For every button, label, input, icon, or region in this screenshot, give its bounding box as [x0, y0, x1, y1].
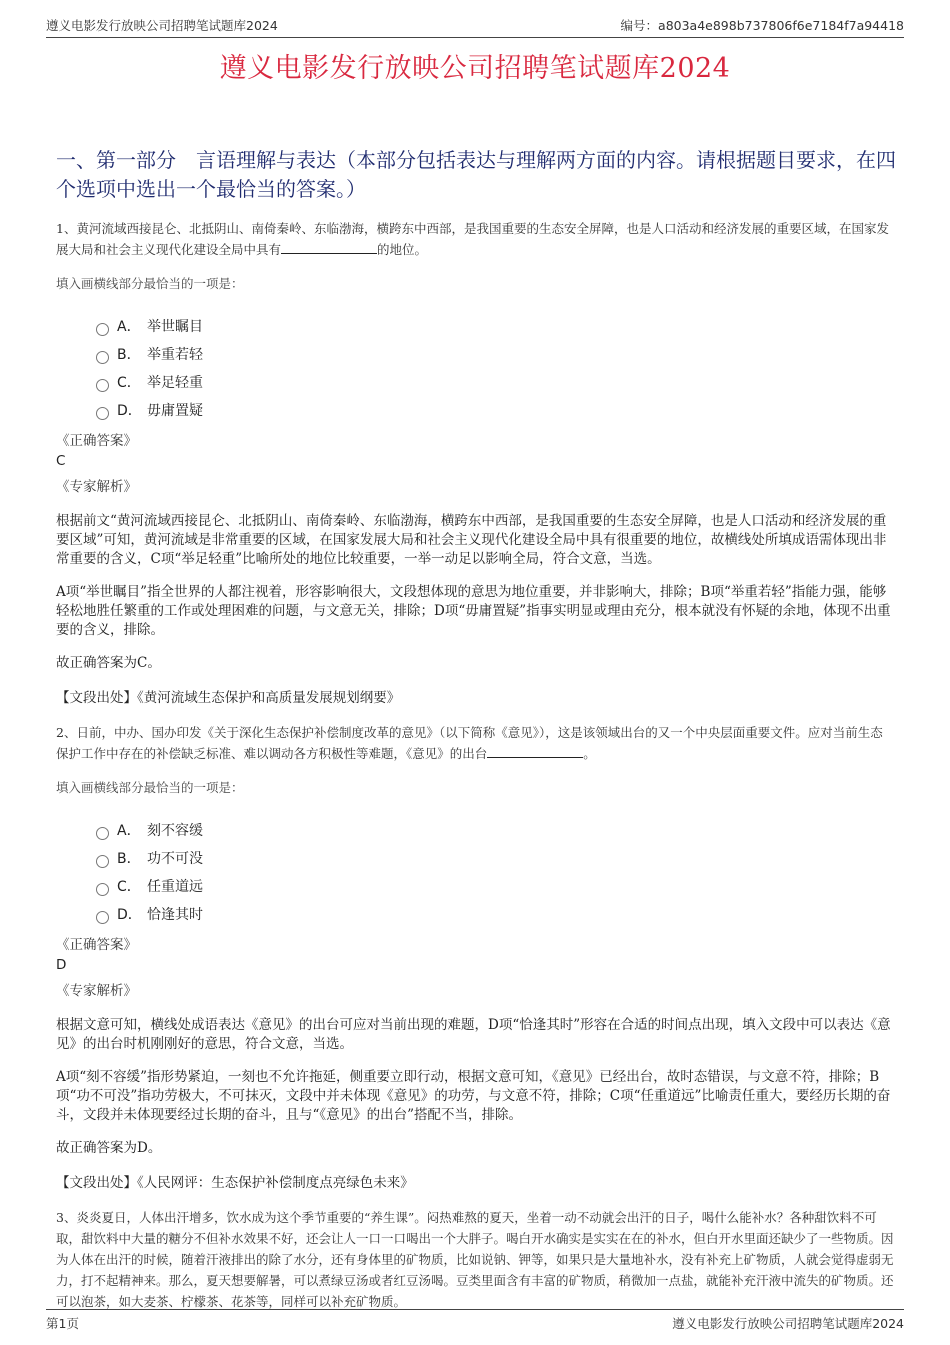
answer-blank [281, 242, 377, 254]
question-stem [56, 722, 894, 764]
option-text: 毋庸置疑 [147, 403, 203, 419]
option-list [96, 312, 894, 424]
question-stem: 3、炎炎夏日，人体出汗增多，饮水成为这个季节重要的“养生课”。闷热难熬的夏天，坐着一动不动就会出汗的日子，喝什么能补水？各种甜饮料不可取，甜饮料中大量的糖分不但补水效果不好，还会让人一口一口喝出一个大胖子。喝白开水确实是实实在在的补水，但白开水里面还缺少了一些物质。因为人体在出汗的时候，随着汗液排出的除了水分，还有身体里的矿物质，比如说钠、钾等，如果只是大量地补水，没有补充上矿物质，人就会觉得虚弱无力，打不起精神来。那么，夏天想要解暑，可以煮绿豆汤或者红豆汤喝。豆类里面含有丰富的矿物质，稍微加一点盐，就能补充汗液中流失的矿物质。还可以泡茶，如大麦茶、柠檬茶、花茶等，同样可以补充矿物质。 [56, 1210, 894, 1309]
answer-value: C [56, 453, 66, 469]
source-citation: 【文段出处】《人民网评：生态保护补偿制度点亮绿色未来》 [56, 1175, 414, 1191]
header-doc-id: 编号：a803a4e898b737806f6e7184f7a94418 [620, 18, 904, 33]
question-stem-tail: 的地位。 [377, 242, 428, 257]
analysis-conclusion: 故正确答案为D。 [56, 1140, 162, 1156]
option-c[interactable] [96, 872, 894, 900]
option-c[interactable] [96, 368, 894, 396]
option-list [96, 816, 894, 928]
radio-icon[interactable] [96, 883, 109, 896]
question-stem-tail: 。 [583, 746, 596, 761]
question-2 [56, 722, 894, 1193]
option-d[interactable] [96, 396, 894, 424]
page-number: 第1页 [46, 1316, 79, 1331]
option-letter: A． [117, 319, 141, 335]
analysis-paragraph: 根据前文“黄河流域西接昆仑、北抵阴山、南倚秦岭、东临渤海，横跨东中西部，是我国重要的生态安全屏障，也是人口活动和经济发展的重要区域”可知，黄河流域是非常重要的区域，在国家发展大局和社会主义现代化建设全局中具有很重要的地位，故横线处所填成语需体现出非常重要的含义，C项“举足轻重”比喻所处的地位比较重要，一举一动足以影响全局，符合文意，当选。 [56, 513, 887, 567]
answer-label: 《正确答案》 [56, 433, 137, 449]
analysis-paragraph: 根据文意可知，横线处成语表达《意见》的出台可应对当前出现的难题，D项“恰逢其时”形容在合适的时间点出现，填入文段中可以表达《意见》的出台时机刚刚好的意思，符合文意，当选。 [56, 1017, 891, 1052]
option-text: 举世瞩目 [147, 319, 203, 335]
page-title: 遵义电影发行放映公司招聘笔试题库2024 [219, 53, 731, 84]
option-a[interactable] [96, 816, 894, 844]
option-text: 举重若轻 [147, 347, 203, 363]
radio-icon[interactable] [96, 855, 109, 868]
option-d[interactable] [96, 900, 894, 928]
header-doc-title: 遵义电影发行放映公司招聘笔试题库2024 [46, 18, 278, 33]
radio-icon[interactable] [96, 407, 109, 420]
question-prompt: 填入画横线部分最恰当的一项是： [56, 780, 244, 795]
footer-doc-title: 遵义电影发行放映公司招聘笔试题库2024 [672, 1316, 904, 1331]
option-letter: D． [117, 403, 142, 419]
radio-icon[interactable] [96, 379, 109, 392]
page-footer [46, 1309, 904, 1331]
question-stem-text: 2、日前，中办、国办印发《关于深化生态保护补偿制度改革的意见》（以下简称《意见》），这是该领域出台的又一个中央层面重要文件。应对当前生态保护工作中存在的补偿缺乏标准、难以调动各方积极性等难题，《意见》的出台 [56, 725, 883, 761]
answer-blank [487, 746, 583, 758]
question-list [56, 218, 894, 1312]
analysis-label: 《专家解析》 [56, 983, 137, 999]
option-text: 功不可没 [147, 851, 203, 867]
option-text: 恰逢其时 [147, 907, 203, 923]
radio-icon[interactable] [96, 827, 109, 840]
option-letter: C． [117, 879, 141, 895]
radio-icon[interactable] [96, 323, 109, 336]
source-citation: 【文段出处】《黄河流域生态保护和高质量发展规划纲要》 [56, 690, 401, 706]
analysis-paragraph: A项“举世瞩目”指全世界的人都注视着，形容影响很大，文段想体现的意思为地位重要，并非影响大，排除；B项“举重若轻”指能力强，能够轻松地胜任繁重的工作或处理困难的问题，与文意无关，排除；D项“毋庸置疑”指事实明显或理由充分，根本就没有怀疑的余地，体现不出重要的含义，排除。 [56, 584, 891, 638]
option-letter: B． [117, 851, 141, 867]
page-header [46, 14, 904, 38]
option-letter: B． [117, 347, 141, 363]
question-stem-text: 1、黄河流域西接昆仑、北抵阴山、南倚秦岭、东临渤海，横跨东中西部，是我国重要的生态安全屏障，也是人口活动和经济发展的重要区域，在国家发展大局和社会主义现代化建设全局中具有 [56, 221, 889, 257]
option-text: 举足轻重 [147, 375, 203, 391]
section-heading: 一、第一部分 言语理解与表达（本部分包括表达与理解两方面的内容。请根据题目要求，在四个选项中选出一个最恰当的答案。） [56, 148, 896, 201]
option-b[interactable] [96, 844, 894, 872]
question-prompt: 填入画横线部分最恰当的一项是： [56, 276, 244, 291]
option-letter: C． [117, 375, 141, 391]
question-3 [56, 1207, 894, 1312]
radio-icon[interactable] [96, 911, 109, 924]
option-b[interactable] [96, 340, 894, 368]
option-letter: A． [117, 823, 141, 839]
radio-icon[interactable] [96, 351, 109, 364]
analysis-paragraph: A项“刻不容缓”指形势紧迫，一刻也不允许拖延，侧重要立即行动，根据文意可知，《意见》已经出台，故时态错误，与文意不符，排除；B项“功不可没”指功劳极大，不可抹灭，文段中并未体现《意见》的功劳，与文意不符，排除；C项“任重道远”比喻责任重大，要经历长期的奋斗，文段并未体现要经过长期的奋斗，且与“《意见》的出台”搭配不当，排除。 [56, 1069, 891, 1123]
question-1 [56, 218, 894, 708]
analysis-label: 《专家解析》 [56, 479, 137, 495]
answer-value: D [56, 957, 67, 973]
answer-label: 《正确答案》 [56, 937, 137, 953]
analysis-conclusion: 故正确答案为C。 [56, 655, 161, 671]
option-letter: D． [117, 907, 142, 923]
question-stem [56, 218, 894, 260]
option-text: 刻不容缓 [147, 823, 203, 839]
option-text: 任重道远 [147, 879, 203, 895]
option-a[interactable] [96, 312, 894, 340]
